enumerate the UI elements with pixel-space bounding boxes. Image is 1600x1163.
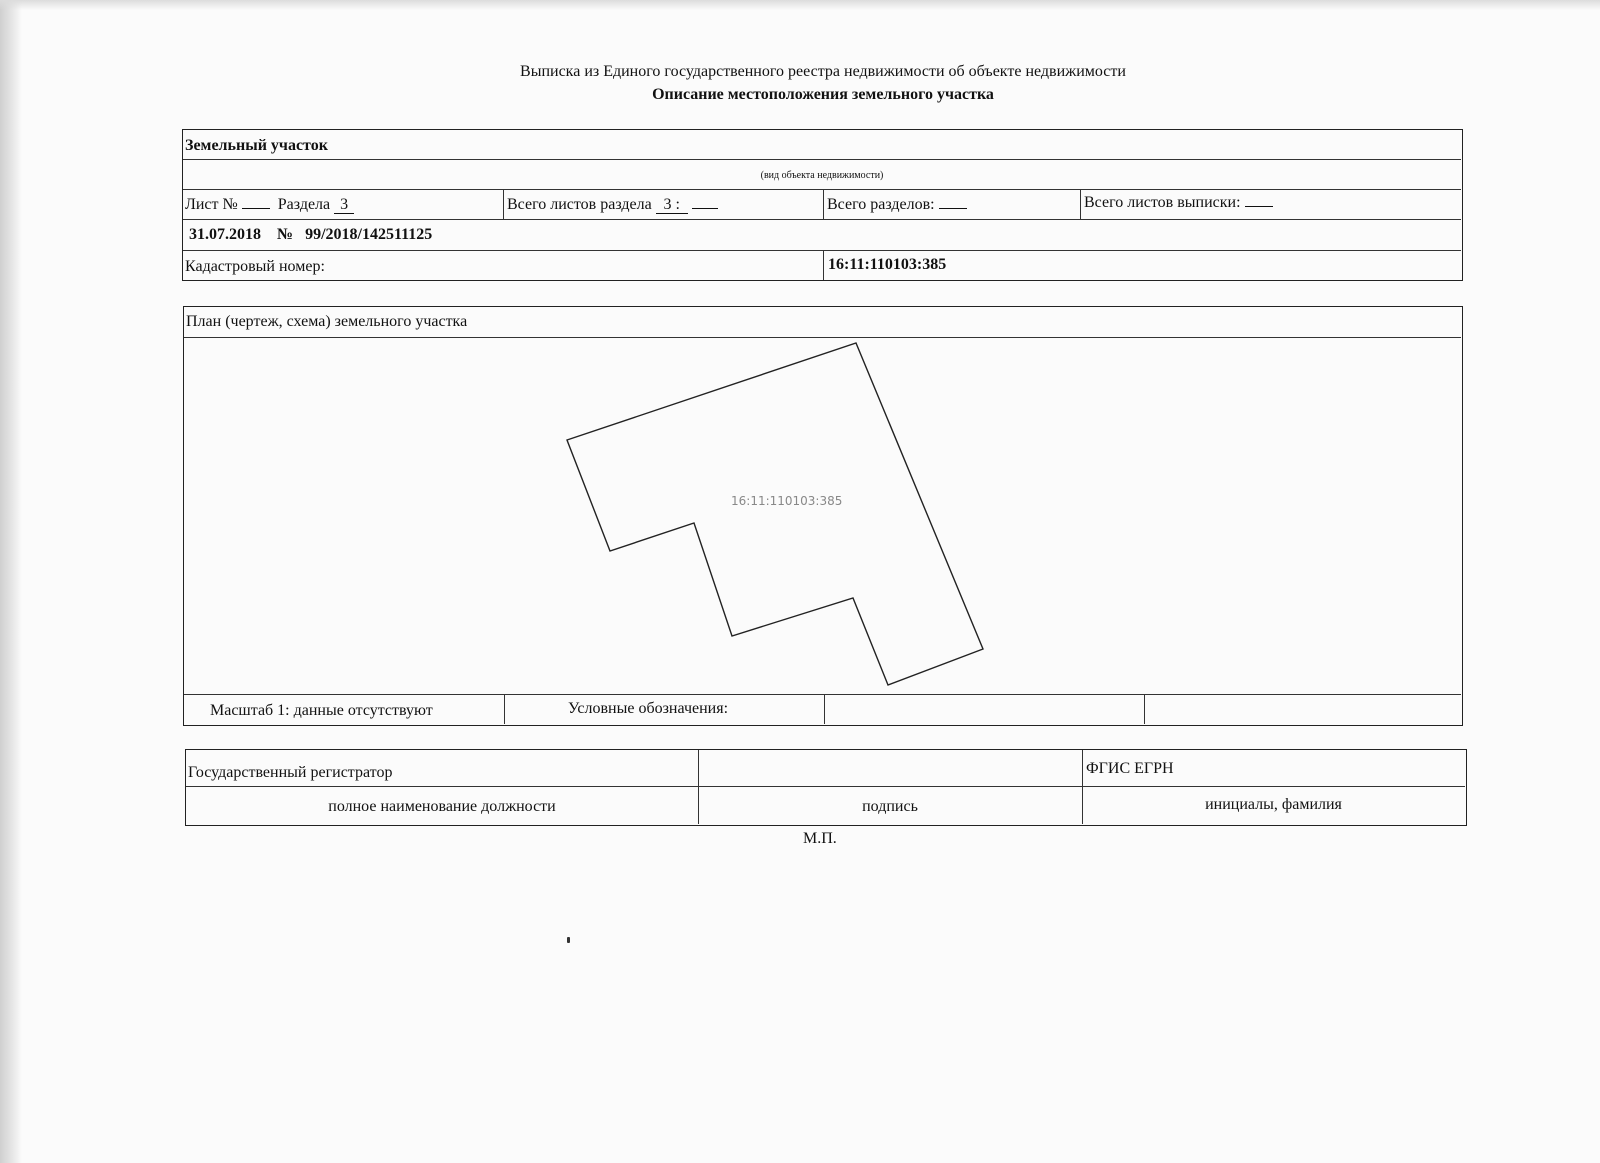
extract-date-number [189,226,432,244]
total-sections-number [939,208,967,209]
parcel-boundary [567,343,983,685]
document-title: Выписка из Единого государственного реестра недвижимости об объекте недвижимости [520,63,1126,80]
object-type-caption: (вид объекта недвижимости) [760,170,884,181]
registrar-name: ФГИС ЕГРН [1086,760,1174,777]
sheets-in-section-number: 3 : [656,197,688,214]
total-sections-label: Всего разделов: [827,196,935,213]
plan-legend-label: Условные обозначения: [568,700,729,717]
total-sheets-label: Всего листов выписки: [1084,194,1241,211]
sheet-number [242,208,270,209]
scan-edge-left [0,0,22,1163]
number-sign: № [277,226,294,243]
document-subtitle: Описание местоположения земельного участка [652,86,994,103]
parcel-plan-drawing [186,338,1456,688]
scan-speck [567,937,570,943]
total-sections-field [827,196,967,214]
section-number: 3 [334,197,354,214]
plan-scale: Масштаб 1: данные отсутствуют [210,702,433,719]
signature-caption: подпись [862,798,918,815]
sheets-in-section-label: Всего листов раздела [507,196,652,213]
extract-date: 31.07.2018 [189,226,261,243]
sheet-label: Лист № [185,196,238,213]
object-info-table [182,129,1463,281]
cadastral-label: Кадастровый номер: [185,258,325,275]
total-sheets-field [1084,194,1273,212]
total-sheets-number [1245,206,1273,207]
name-caption: инициалы, фамилия [1205,796,1342,813]
sheets-in-section-field [507,196,718,214]
object-type: Земельный участок [185,137,328,154]
cadastral-number: 16:11:110103:385 [828,256,947,273]
extract-number: 99/2018/142511125 [305,226,433,243]
seal-placeholder: М.П. [803,830,837,847]
sheets-in-section-blank [692,208,718,209]
position-caption: полное наименование должности [328,798,556,815]
parcel-cadastral-label: 16:11:110103:385 [731,494,843,508]
signature-table [185,749,1467,826]
sheet-number-field [185,196,354,214]
plan-title: План (чертеж, схема) земельного участка [186,313,468,330]
registrar-position: Государственный регистратор [188,764,393,781]
scan-edge-top [0,0,1600,10]
section-label: Раздела [277,196,331,213]
